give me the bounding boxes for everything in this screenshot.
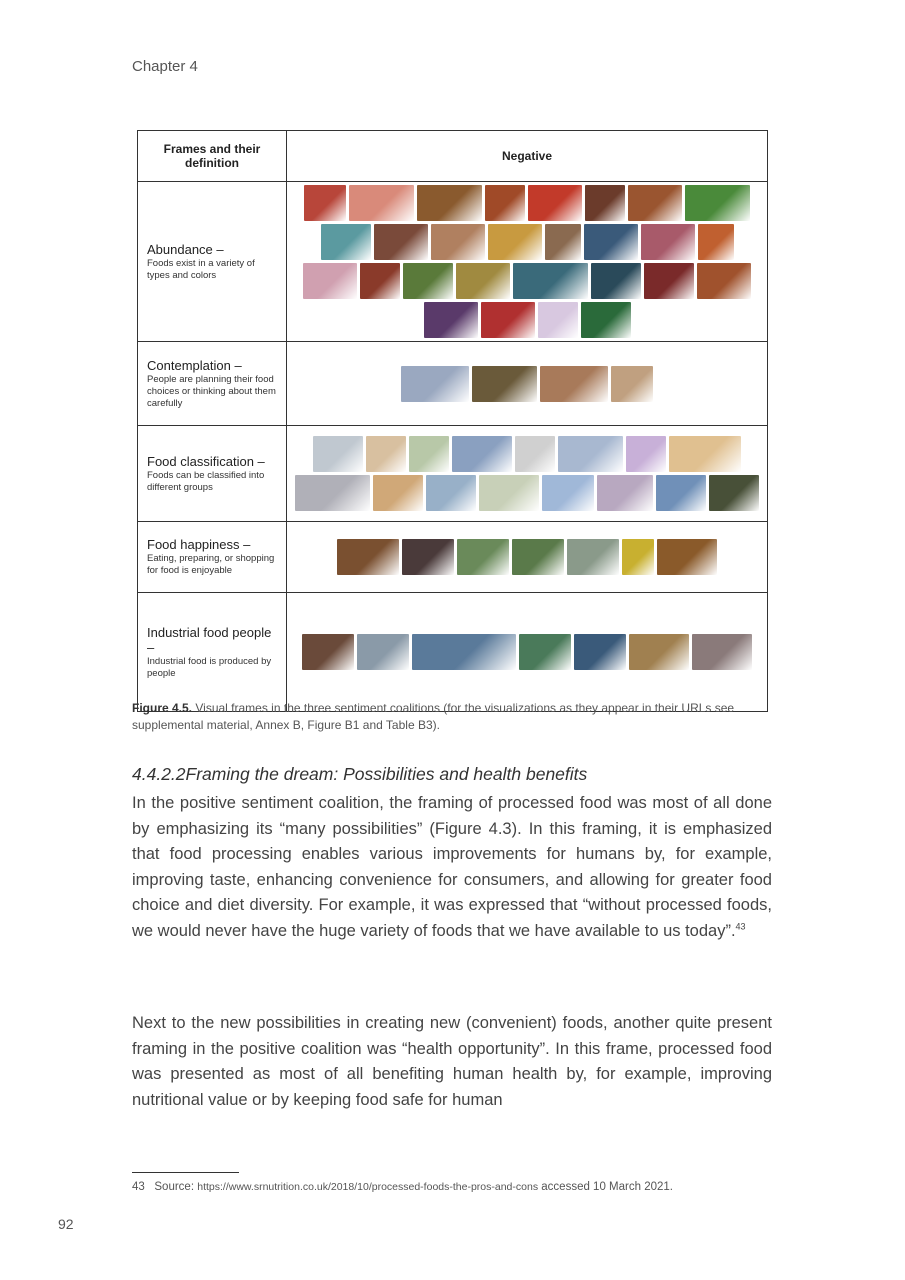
thumbnail-image (403, 263, 453, 299)
frame-name: Contemplation – (147, 357, 242, 373)
thumbnail-image (412, 634, 516, 670)
thumbnail-image (303, 263, 357, 299)
figure-caption (132, 700, 782, 734)
frame-name: Industrial food people – (147, 624, 272, 655)
thumbnail-image (581, 302, 631, 338)
frame-name: Food happiness – (147, 537, 251, 552)
thumbnail-group (288, 434, 766, 513)
frame-cell (138, 593, 287, 712)
thumbnail-image (456, 263, 510, 299)
frame-cell (138, 182, 287, 342)
thumbnail-image (366, 436, 406, 472)
thumbnail-group (288, 183, 766, 340)
footnote-suffix: accessed 10 March 2021. (541, 1181, 673, 1193)
thumbnail-image (709, 475, 759, 511)
paragraph-1-text: In the positive sentiment coalition, the framing of processed food was most of all done by emphasizing its “many possibilities” (Figure 4.3). In this framing, it is emphasized that food processing enables various improvements for humans by, for example, improving taste, enhancing convenience for consumers, and allowing for greater food choice and diet diversity. For example, it was expressed that “without processed foods, we would never have the huge variety of foods that we have available to us today”. (132, 794, 772, 940)
thumbnail-image (628, 185, 682, 221)
frame-name: Food classification – (147, 453, 265, 469)
thumbnail-image (545, 224, 581, 260)
thumbnail-cell-abundance (287, 182, 768, 342)
caption-text: Visual frames in the three sentiment coalitions (for the visualizations as they appear in their URLs see supplemental material, Annex B, Figure B1 and Table B3). (132, 701, 735, 732)
footnote (132, 1181, 673, 1193)
section-heading (132, 764, 587, 785)
thumbnail-image (374, 224, 428, 260)
thumbnail-image (321, 224, 371, 260)
thumbnail-image (304, 185, 346, 221)
thumbnail-cell-happiness (287, 522, 768, 593)
thumbnail-image (538, 302, 578, 338)
thumbnail-image (401, 366, 469, 402)
thumbnail-image (457, 539, 509, 575)
table-row (138, 593, 768, 712)
thumbnail-image (558, 436, 623, 472)
thumbnail-image (426, 475, 476, 511)
footnote-prefix: Source: (154, 1181, 195, 1193)
thumbnail-image (574, 634, 626, 670)
frame-cell (138, 522, 287, 593)
thumbnail-image (302, 634, 354, 670)
thumbnail-image (611, 366, 653, 402)
thumbnail-image (452, 436, 512, 472)
thumbnail-image (357, 634, 409, 670)
page-number: 92 (58, 1216, 74, 1232)
thumbnail-image (698, 224, 734, 260)
footnote-ref: 43 (735, 921, 746, 931)
thumbnail-image (685, 185, 750, 221)
table-row (138, 426, 768, 522)
footnote-divider (132, 1172, 239, 1173)
thumbnail-image (644, 263, 694, 299)
frame-definition: Foods can be classified into different groups (147, 469, 265, 493)
table-row (138, 522, 768, 593)
table-row (138, 342, 768, 426)
table-header-row (138, 131, 768, 182)
thumbnail-image (657, 539, 717, 575)
thumbnail-image (591, 263, 641, 299)
thumbnail-image (528, 185, 582, 221)
thumbnail-image (481, 302, 535, 338)
thumbnail-image (295, 475, 370, 511)
thumbnail-image (692, 634, 752, 670)
footnote-number: 43 (132, 1181, 145, 1193)
thumbnail-image (479, 475, 539, 511)
frame-definition: Industrial food is produced by people (147, 655, 272, 679)
thumbnail-image (641, 224, 695, 260)
thumbnail-image (629, 634, 689, 670)
col1-header: Frames and their definition (138, 131, 287, 182)
section-number: 4.4.2.2 (132, 764, 186, 784)
thumbnail-image (626, 436, 666, 472)
thumbnail-image (424, 302, 478, 338)
footnote-url[interactable]: https://www.srnutrition.co.uk/2018/10/processed-foods-the-pros-and-cons (197, 1181, 539, 1193)
thumbnail-image (585, 185, 625, 221)
thumbnail-cell-industrial (287, 593, 768, 712)
thumbnail-image (542, 475, 594, 511)
caption-label: Figure 4.5. (132, 701, 193, 715)
paragraph-2: Next to the new possibilities in creating new (convenient) foods, another quite present framing in the positive coalition was “health opportunity”. In this frame, processed food was presented as most of all benefiting human health by, for example, improving nutritional value or by keeping food safe for human (132, 1014, 772, 1109)
frame-definition: Eating, preparing, or shopping for food is enjoyable (147, 553, 275, 576)
thumbnail-image (472, 366, 537, 402)
table-row (138, 182, 768, 342)
thumbnail-image (313, 436, 363, 472)
thumbnail-image (402, 539, 454, 575)
thumbnail-image (669, 436, 741, 472)
frame-name: Abundance – (147, 241, 224, 257)
thumbnail-cell-contemplation (287, 342, 768, 426)
thumbnail-image (349, 185, 414, 221)
section-title: Framing the dream: Possibilities and health benefits (185, 764, 588, 784)
thumbnail-image (373, 475, 423, 511)
thumbnail-group (288, 632, 766, 672)
thumbnail-image (515, 436, 555, 472)
thumbnail-image (485, 185, 525, 221)
thumbnail-image (540, 366, 608, 402)
thumbnail-image (409, 436, 449, 472)
thumbnail-group (288, 364, 766, 404)
thumbnail-cell-classification (287, 426, 768, 522)
thumbnail-image (567, 539, 619, 575)
thumbnail-image (488, 224, 542, 260)
frame-definition: People are planning their food choices or thinking about them carefully (147, 373, 276, 409)
thumbnail-image (431, 224, 485, 260)
thumbnail-image (519, 634, 571, 670)
paragraph-1 (132, 791, 772, 944)
thumbnail-image (512, 539, 564, 575)
thumbnail-image (697, 263, 751, 299)
frames-table (137, 130, 768, 712)
thumbnail-image (360, 263, 400, 299)
thumbnail-image (417, 185, 482, 221)
frame-cell (138, 342, 287, 426)
thumbnail-image (337, 539, 399, 575)
chapter-header: Chapter 4 (132, 58, 198, 75)
frame-definition: Foods exist in a variety of types and colors (147, 257, 255, 281)
thumbnail-image (597, 475, 653, 511)
thumbnail-image (513, 263, 588, 299)
col2-header: Negative (287, 131, 768, 182)
thumbnail-image (584, 224, 638, 260)
frame-cell (138, 426, 287, 522)
thumbnail-group (288, 537, 766, 577)
thumbnail-image (656, 475, 706, 511)
thumbnail-image (622, 539, 654, 575)
